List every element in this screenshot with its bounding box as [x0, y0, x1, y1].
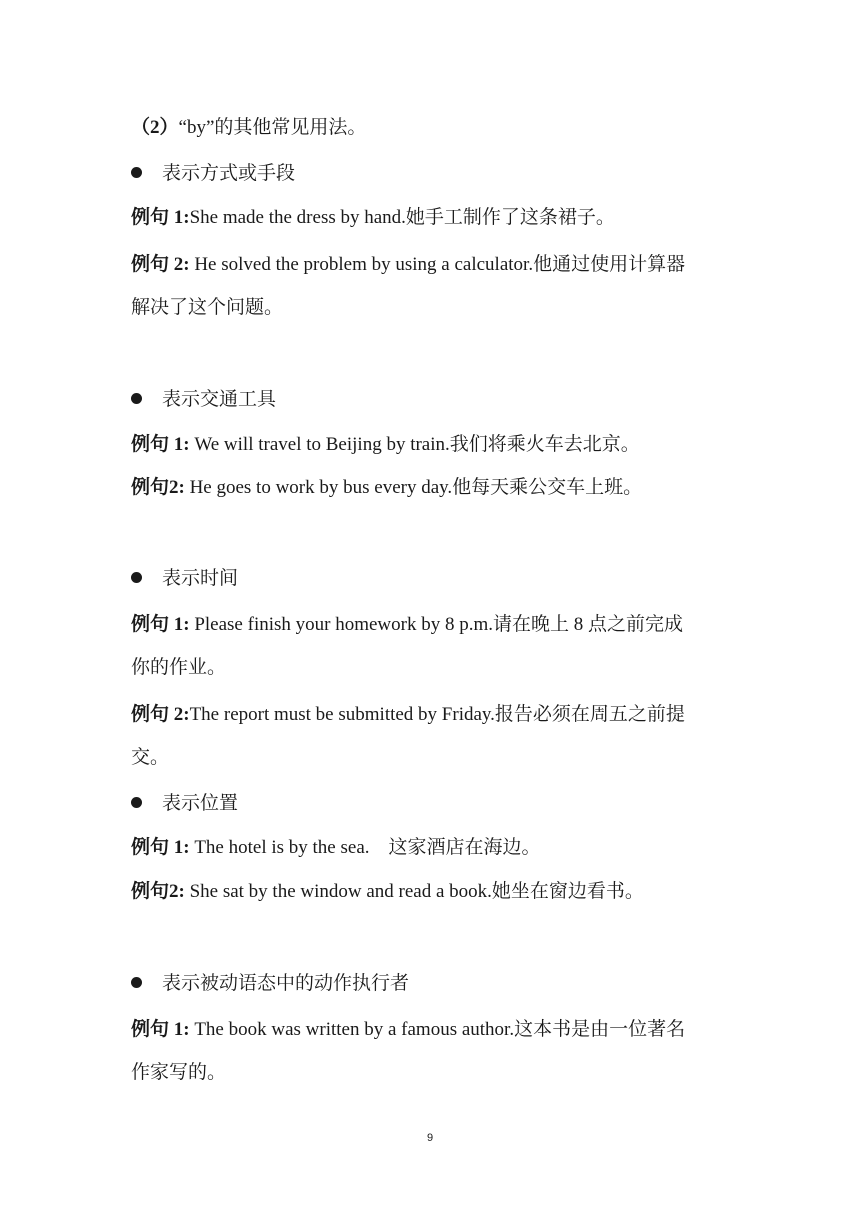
- example-continuation: [131, 748, 169, 767]
- example-text: 交。: [131, 747, 170, 768]
- example-text: 解决了这个问题。: [131, 297, 284, 318]
- bullet-time: [131, 569, 238, 588]
- example-label: 例句 1:: [131, 837, 190, 858]
- example-text: We will travel to Beijing by train.我们将乘火车去北京。: [189, 434, 640, 455]
- bullet-transport: [131, 390, 276, 409]
- example-text: He solved the problem by using a calculator.他通过使用计算器: [189, 254, 686, 275]
- example-label: 例句 2:: [131, 704, 190, 725]
- heading-number: （2）: [131, 117, 179, 138]
- example-label: 例句 1:: [131, 614, 190, 635]
- example-text: The report must be submitted by Friday.报告必须在周五之前提: [189, 704, 685, 725]
- example-label: 例句 2:: [131, 254, 190, 275]
- bullet-position: [131, 794, 238, 813]
- example-line: [131, 478, 642, 497]
- bullet-dot-icon: [131, 977, 142, 988]
- bullet-passive-agent: [131, 974, 409, 993]
- heading-text: “by”的其他常见用法。: [178, 117, 367, 138]
- example-label: 例句2:: [131, 881, 185, 902]
- bullet-title: 表示时间: [162, 568, 239, 589]
- bullet-dot-icon: [131, 572, 142, 583]
- example-continuation: [131, 298, 283, 317]
- example-continuation: [131, 1063, 226, 1082]
- example-label: 例句 1:: [131, 434, 190, 455]
- example-text: 作家写的。: [131, 1062, 227, 1083]
- example-continuation: [131, 658, 226, 677]
- bullet-title: 表示交通工具: [162, 389, 277, 410]
- example-line: [131, 838, 541, 857]
- example-label: 例句 1:: [131, 207, 190, 228]
- example-label: 例句 1:: [131, 1019, 190, 1040]
- example-line: [131, 1020, 685, 1039]
- bullet-title: 表示方式或手段: [162, 163, 296, 184]
- bullet-dot-icon: [131, 167, 142, 178]
- example-line: [131, 705, 685, 724]
- example-text: Please finish your homework by 8 p.m.请在晚上 8 点之前完成: [189, 614, 684, 635]
- example-line: [131, 255, 685, 274]
- example-line: [131, 882, 644, 901]
- example-text: 你的作业。: [131, 657, 227, 678]
- example-text: The book was written by a famous author.这本书是由一位著名: [189, 1019, 686, 1040]
- section-heading: [131, 118, 366, 137]
- page-number: 9: [426, 1132, 434, 1144]
- bullet-title: 表示位置: [162, 793, 239, 814]
- example-text: He goes to work by bus every day.他每天乘公交车上班。: [184, 477, 643, 498]
- example-line: [131, 208, 615, 227]
- example-line: [131, 615, 683, 634]
- example-text: She sat by the window and read a book.她坐在窗边看书。: [184, 881, 644, 902]
- bullet-dot-icon: [131, 797, 142, 808]
- example-text: The hotel is by the sea. 这家酒店在海边。: [189, 837, 541, 858]
- example-label: 例句2:: [131, 477, 185, 498]
- bullet-method: [131, 164, 295, 183]
- bullet-title: 表示被动语态中的动作执行者: [162, 973, 410, 994]
- example-text: She made the dress by hand.她手工制作了这条裙子。: [189, 207, 615, 228]
- example-line: [131, 435, 640, 454]
- bullet-dot-icon: [131, 393, 142, 404]
